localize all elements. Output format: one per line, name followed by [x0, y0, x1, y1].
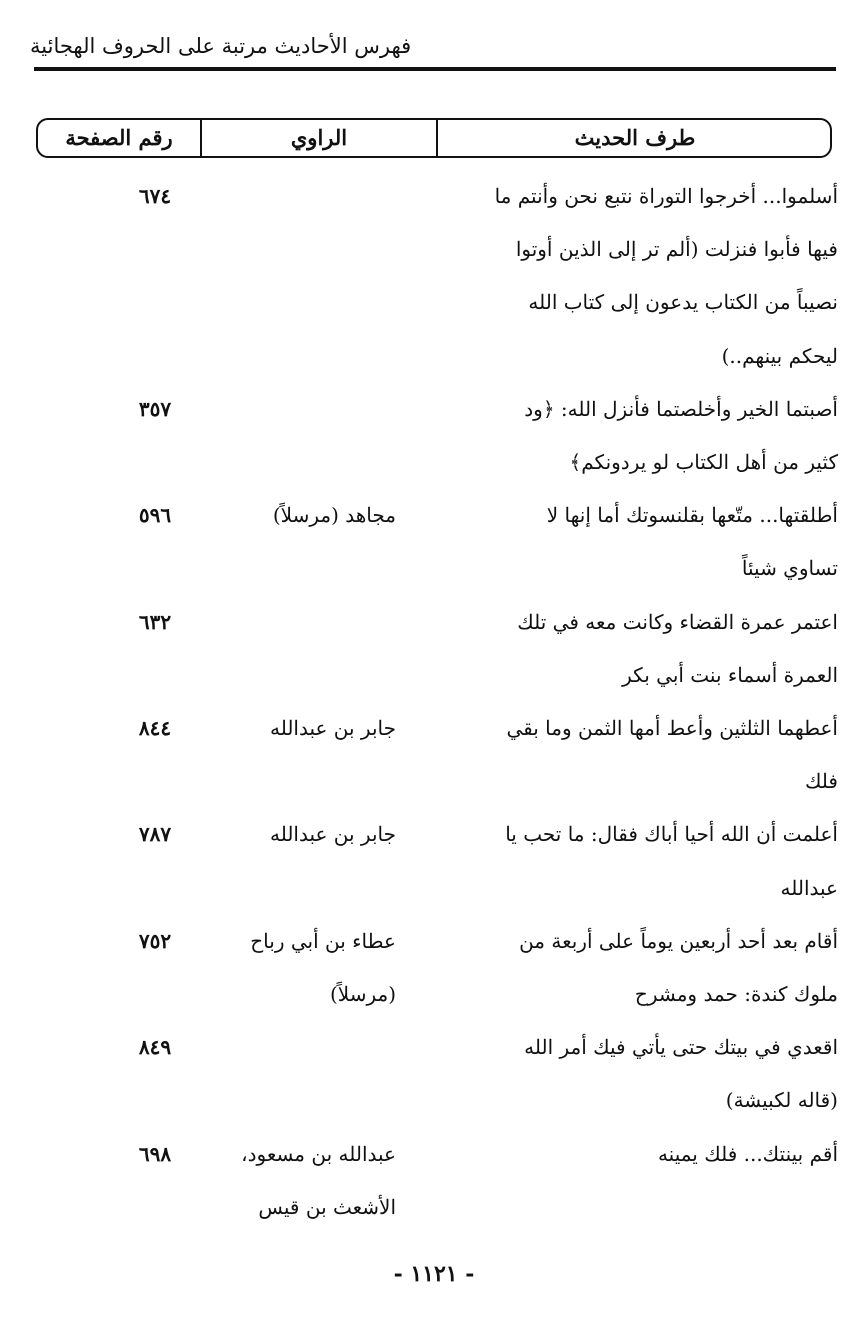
- hadith-line: تساوي شيئاً: [741, 556, 838, 581]
- hadith-cell: [440, 1021, 838, 1127]
- hadith-line: نصيباً من الكتاب يدعون إلى كتاب الله: [528, 290, 838, 315]
- header-hadith: طرف الحديث: [574, 125, 696, 150]
- hadith-cell: [440, 489, 838, 595]
- page-number-cell: ٦٣٢: [138, 609, 172, 634]
- page-number-cell: ٣٥٧: [138, 396, 172, 421]
- rawi-line: جابر بن عبدالله: [269, 715, 396, 740]
- rawi-line: عبدالله بن مسعود،: [241, 1141, 396, 1166]
- hadith-cell: [440, 596, 838, 702]
- running-head: [30, 28, 450, 64]
- header-rule: [34, 67, 836, 71]
- page-number-cell: ٧٥٢: [138, 928, 172, 953]
- hadith-cell: [440, 702, 838, 808]
- hadith-line: اقعدي في بيتك حتى يأتي فيك أمر الله: [524, 1035, 838, 1060]
- hadith-line: العمرة أسماء بنت أبي بكر: [622, 662, 838, 687]
- running-head-text: فهرس الأحاديث مرتبة على الحروف الهجائية: [30, 34, 412, 58]
- rawi-line: عطاء بن أبي رباح: [250, 928, 396, 953]
- table-row: [0, 915, 868, 1021]
- hadith-line: أعلمت أن الله أحيا أباك فقال: ما تحب يا: [505, 822, 838, 847]
- table-row: [0, 596, 868, 702]
- hadith-line: أعطهما الثلثين وأعط أمها الثمن وما بقي: [506, 715, 838, 740]
- rawi-cell: [208, 915, 396, 1021]
- hadith-cell: [440, 915, 838, 1021]
- hadith-line: أقم بينتك... فلك يمينه: [657, 1141, 838, 1166]
- page-number-cell: ٦٧٤: [138, 184, 172, 208]
- rawi-cell: [208, 1128, 396, 1234]
- hadith-line: عبدالله: [780, 875, 838, 900]
- header-rawi: الراوي: [200, 120, 438, 156]
- hadith-line: أصبتما الخير وأخلصتما فأنزل الله: ﴿ود: [524, 396, 838, 421]
- hadith-line: ليحكم بينهم..): [721, 343, 838, 368]
- hadith-cell: [440, 170, 838, 383]
- hadith-cell: [440, 808, 838, 914]
- hadith-line: ملوك كندة: حمد ومشرح: [634, 981, 838, 1006]
- header-page-number: رقم الصفحة: [65, 125, 173, 150]
- rawi-cell: [208, 808, 396, 861]
- table-header: [36, 118, 832, 158]
- page-number-cell: ٧٨٧: [138, 822, 172, 847]
- hadith-cell: [440, 383, 838, 489]
- table-row: [0, 1021, 868, 1127]
- table-row: [0, 383, 868, 489]
- rawi-cell: [208, 702, 396, 755]
- table-row: [0, 489, 868, 595]
- hadith-line: أطلقتها... متّعها بقلنسوتك أما إنها لا: [546, 503, 838, 528]
- hadith-line: اعتمر عمرة القضاء وكانت معه في تلك: [517, 609, 838, 634]
- table-row: [0, 1128, 868, 1234]
- hadith-line: كثير من أهل الكتاب لو يردونكم﴾: [569, 450, 838, 474]
- hadith-line: فيها فأبوا فنزلت (ألم تر إلى الذين أوتوا: [515, 237, 838, 262]
- table-row: [0, 808, 868, 914]
- page-number-cell: ٨٤٤: [138, 715, 172, 740]
- rawi-cell: [208, 489, 396, 542]
- rawi-line: (مرسلاً): [329, 981, 396, 1006]
- hadith-cell: [440, 1128, 838, 1181]
- rawi-line: جابر بن عبدالله: [269, 822, 396, 847]
- hadith-line: أسلموا... أخرجوا التوراة نتبع نحن وأنتم ما: [494, 184, 838, 208]
- hadith-line: أقام بعد أحد أربعين يوماً على أربعة من: [519, 928, 838, 953]
- table-row: [0, 170, 868, 383]
- rawi-line: الأشعث بن قيس: [258, 1194, 396, 1219]
- page-number-cell: ٨٤٩: [138, 1035, 172, 1060]
- hadith-line: فلك: [804, 769, 838, 794]
- table-row: [0, 702, 868, 808]
- table-body: [0, 170, 868, 1234]
- hadith-line: (قاله لكبيشة): [725, 1088, 838, 1113]
- page-number-cell: ٥٩٦: [138, 503, 172, 528]
- rawi-line: مجاهد (مرسلاً): [272, 503, 396, 528]
- page-number-cell: ٦٩٨: [138, 1141, 172, 1166]
- page-number: - ١١٢١ -: [393, 1261, 475, 1287]
